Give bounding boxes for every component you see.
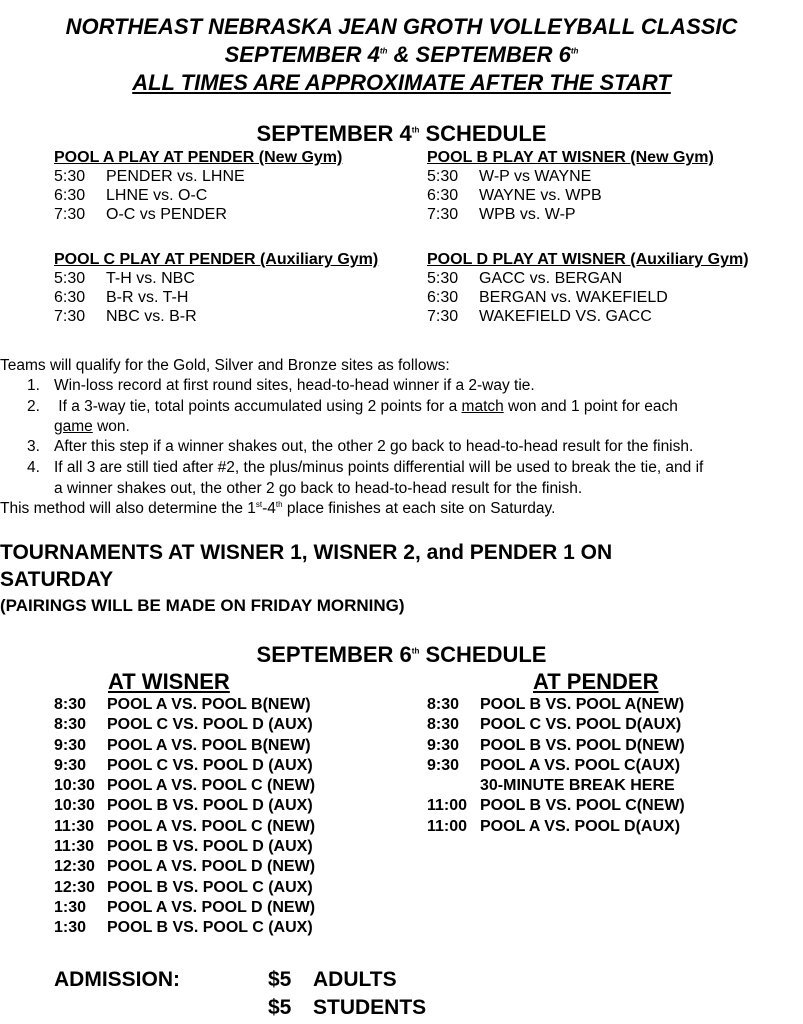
game-row: 11:00 POOL A VS. POOL D(AUX)	[427, 817, 681, 835]
pool-heading: POOL C PLAY AT PENDER (Auxiliary Gym)	[54, 251, 379, 268]
game-row: 11:30 POOL A VS. POOL C (NEW)	[54, 817, 316, 835]
game-row: 7:30 NBC vs. B-R	[54, 308, 197, 325]
game-row: 1:30 POOL B VS. POOL C (AUX)	[54, 919, 313, 937]
game-row: 10:30 POOL B VS. POOL D (AUX)	[54, 797, 313, 815]
game-row: 12:30 POOL A VS. POOL D (NEW)	[54, 858, 316, 876]
game-row: 9:30 POOL A VS. POOL B(NEW)	[54, 736, 311, 754]
pender-heading: AT PENDER	[533, 669, 659, 694]
game-row: 6:30 LHNE vs. O-C	[54, 187, 208, 204]
admission-price-row: $5 ADULTS	[268, 968, 397, 991]
pool-b-block	[427, 149, 714, 224]
game-row: 8:30 POOL B VS. POOL A(NEW)	[427, 696, 685, 713]
game-row: 6:30 B-R vs. T-H	[54, 289, 189, 306]
game-row: 11:00 POOL B VS. POOL C(NEW)	[427, 797, 685, 815]
pool-d-block	[427, 251, 749, 326]
times-approximate-note: ALL TIMES ARE APPROXIMATE AFTER THE START	[132, 70, 671, 95]
game-row: 5:30 T-H vs. NBC	[54, 270, 195, 287]
sept6-schedule-title: SEPTEMBER 6th SCHEDULE	[256, 642, 547, 667]
game-row: 1:30 POOL A VS. POOL D (NEW)	[54, 898, 316, 916]
rules-outro: This method will also determine the 1st-4th place finishes at each site on Saturday.	[0, 499, 556, 517]
rule-item: 2. If a 3-way tie, total points accumulated using 2 points for a match won and 1 point for each	[27, 398, 678, 415]
saturday-heading: TOURNAMENTS AT WISNER 1, WISNER 2, and PENDER 1 ON	[0, 541, 613, 564]
rules-intro: Teams will qualify for the Gold, Silver and Bronze sites as follows:	[0, 357, 450, 374]
game-row: 12:30 POOL B VS. POOL C (AUX)	[54, 878, 313, 896]
game-row: 7:30 WAKEFIELD VS. GACC	[427, 308, 652, 325]
game-row: 10:30 POOL A VS. POOL C (NEW)	[54, 777, 316, 795]
game-row: 7:30 WPB vs. W-P	[427, 206, 576, 223]
break-row: 30-MINUTE BREAK HERE	[480, 777, 675, 795]
wisner-heading: AT WISNER	[108, 669, 230, 694]
admission-price-row: $5 STUDENTS	[268, 996, 427, 1019]
rule-item-continued: a winner shakes out, the other 2 go back to head-to-head result for the finish.	[54, 480, 583, 497]
rule-item: 4. If all 3 are still tied after #2, the plus/minus points differential will be used to break the tie, and if	[27, 459, 704, 476]
game-row: 8:30 POOL A VS. POOL B(NEW)	[54, 696, 311, 713]
pool-heading: POOL A PLAY AT PENDER (New Gym)	[54, 149, 343, 166]
game-row: 11:30 POOL B VS. POOL D (AUX)	[54, 838, 313, 856]
saturday-heading-cont: SATURDAY	[0, 568, 114, 591]
pool-heading: POOL B PLAY AT WISNER (New Gym)	[427, 149, 714, 166]
game-row: 8:30 POOL C VS. POOL D (AUX)	[54, 716, 313, 734]
game-row: 6:30 WAYNE vs. WPB	[427, 187, 602, 204]
pool-c-block	[54, 251, 378, 326]
pairings-note: (PAIRINGS WILL BE MADE ON FRIDAY MORNING)	[0, 596, 405, 615]
wisner-games	[54, 696, 315, 940]
game-row: 9:30 POOL A VS. POOL C(AUX)	[427, 756, 681, 774]
game-row: 5:30 PENDER vs. LHNE	[54, 168, 245, 185]
event-dates: SEPTEMBER 4th & SEPTEMBER 6th	[224, 42, 579, 67]
rule-item: 1. Win-loss record at first round sites, head-to-head winner if a 2-way tie.	[27, 377, 535, 394]
game-row: 6:30 BERGAN vs. WAKEFIELD	[427, 289, 668, 306]
game-row: 5:30 GACC vs. BERGAN	[427, 270, 623, 287]
rule-item-continued: game won.	[54, 418, 130, 435]
event-title: NORTHEAST NEBRASKA JEAN GROTH VOLLEYBALL CLASSIC	[65, 14, 738, 39]
game-row: 9:30 POOL B VS. POOL D(NEW)	[427, 736, 685, 754]
rule-item: 3. After this step if a winner shakes out, the other 2 go back to head-to-head result for the finish.	[27, 438, 694, 455]
pender-games	[427, 696, 685, 838]
sept4-schedule-title: SEPTEMBER 4th SCHEDULE	[256, 121, 547, 146]
pool-heading: POOL D PLAY AT WISNER (Auxiliary Gym)	[427, 251, 749, 268]
game-row: 9:30 POOL C VS. POOL D (AUX)	[54, 756, 313, 774]
game-row: 7:30 O-C vs PENDER	[54, 206, 227, 223]
pool-a-block	[54, 149, 342, 224]
game-row: 8:30 POOL C VS. POOL D(AUX)	[427, 716, 682, 734]
game-row: 5:30 W-P vs WAYNE	[427, 168, 592, 185]
admission-label: ADMISSION:	[54, 968, 180, 991]
